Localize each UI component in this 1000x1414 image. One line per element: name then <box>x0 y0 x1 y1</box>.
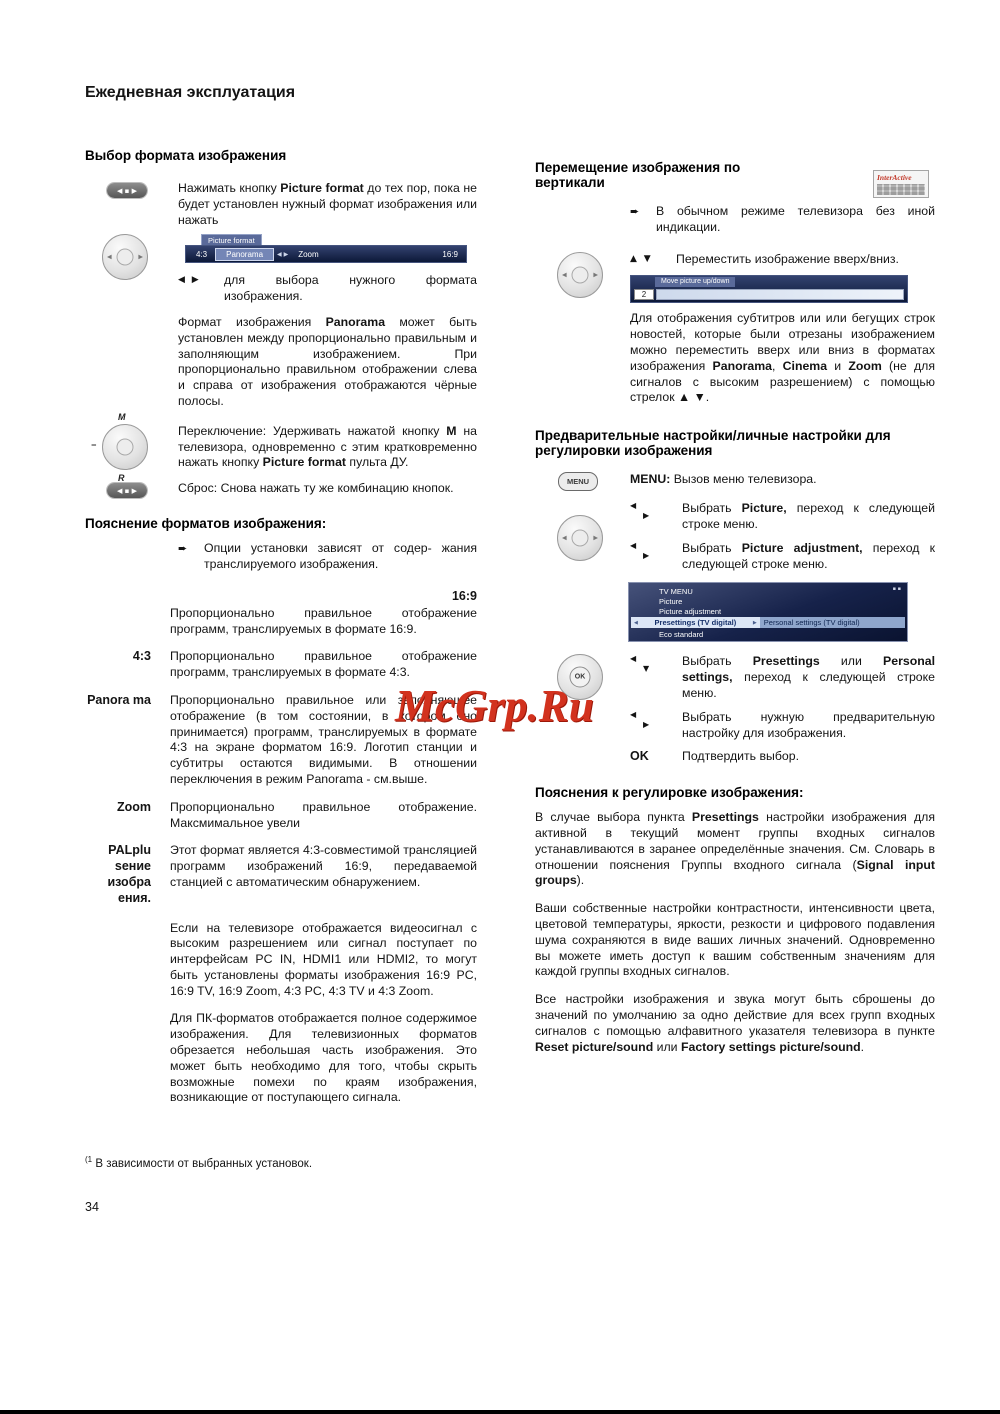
scan-edge <box>0 1410 1000 1414</box>
step-choose-text: Выбрать нужную предварительную настройку для изображения. <box>682 709 935 740</box>
select-line-text: для выбора нужного формата изображения. <box>224 273 477 304</box>
left-down-arrows-icon <box>630 654 682 674</box>
interactive-logo-text: InterActive <box>877 173 912 182</box>
tv-menu-row-picture: Picture <box>659 597 683 607</box>
left-right-arrows-icon <box>630 541 682 561</box>
right-arrow-icon: ▶ <box>593 534 598 542</box>
left-arrow-icon: ◀ <box>630 654 637 664</box>
step-confirm-text: Подтвердить выбор. <box>682 749 800 764</box>
icon-gutter <box>85 181 178 198</box>
ok-key-label: OK <box>570 667 591 688</box>
heading-presets: Предварительные настройки/личные настройки для регулировки изображения <box>535 428 891 459</box>
osd-chevrons-icon: ◀ ▶ <box>277 250 289 258</box>
icon-gutter <box>535 252 630 298</box>
interactive-logo <box>873 170 929 198</box>
osd-row <box>85 234 477 305</box>
options-note-text: Опции установки зависят от содер- жания транслируемого изображения. <box>204 541 477 571</box>
down-arrow-icon: ▼ <box>643 664 650 674</box>
osd-format-bar <box>185 245 467 263</box>
osd-value-row <box>634 289 904 300</box>
tv-menu-eco-standard: Eco standard <box>659 630 704 640</box>
osd-item-panorama-selected: Panorama <box>215 248 274 261</box>
subtitles-note: Для отображения субтитров или или бегущих строк новостей, которые были отрезаны изображением можно переместить вверх или вниз в форматах изображения Panorama, Cinema и Zoom (не для сигналов с высоким разрешением) с помощью стрелок ▲ ▼. <box>630 311 935 405</box>
step-presettings-text: Выбрать Presettings или Personal settings, переход к следующей строке меню. <box>682 654 935 700</box>
osd-top-bar <box>631 276 907 288</box>
icon-gutter <box>85 411 178 483</box>
left-arrow-icon: ◀ <box>107 253 112 261</box>
press-instruction-row <box>85 181 477 228</box>
format-text: Пропорционально правильное отображение. Максмимальное увели <box>170 799 477 830</box>
dpad-center <box>572 266 589 283</box>
pc-formats-note: Для ПК-форматов отображается полное содержимое изображения. Для телевизионных форматов обрезается небольшая часть изображения. Это может быть необходимо для того, чтобы скрыть возможные помехи по краям изображения, возникающие от поступающего сигнала. <box>170 1011 477 1105</box>
step-adjustment-row <box>630 541 935 573</box>
panorama-note: Формат изображения Panorama может быть установлен между пропорционально правильным и заполняющим изображением. При пропорционально правильном отображении слева и справа от изображения отображаются чёрные полосы. <box>178 314 477 408</box>
step-adjustment-text: Выбрать Picture adjustment, переход к следующей строке меню. <box>682 540 935 571</box>
footnote-marker: (1 <box>85 1155 93 1164</box>
select-line-row <box>178 273 477 305</box>
dpad-ring-icon <box>102 234 148 280</box>
up-down-arrows-icon: ▲ ▼ <box>630 253 653 264</box>
left-arrow-icon: ◀ <box>630 501 637 511</box>
heading-move-picture: Перемещение изображения по вертикали <box>535 160 741 190</box>
icon-gutter <box>535 472 630 491</box>
tv-menu-title: TV MENU <box>659 587 693 597</box>
icon-gutter <box>85 234 178 280</box>
right-arrow-icon: ▶ <box>593 271 598 279</box>
right-column <box>535 160 935 1055</box>
ok-word-label: OK <box>630 749 649 764</box>
icon-gutter <box>535 501 630 561</box>
picture-format-key-icon: ◀ ▪ ▶ <box>107 483 147 498</box>
reset-note-text: Сброс: Снова нажать ту же комбинацию кнопок. <box>178 481 454 496</box>
adjust-explain-p3: Все настройки изображения и звука могут быть сброшены до значений по умолчанию за одно действие для всех групп входных сигналов с помощью алфавитного указателя телевизора в пункте Reset picture/sound или Factory settings picture/sound. <box>535 992 935 1054</box>
r-key-label: R <box>118 472 125 483</box>
watermark: McGrp.Ru <box>395 681 594 731</box>
reset-note-row <box>85 481 477 498</box>
right-arrow-icon: ▶ <box>752 619 757 626</box>
move-picture-osd <box>630 275 908 303</box>
move-label-text: Переместить изображение вверх/вниз. <box>676 251 899 266</box>
left-arrow-icon: ◀ <box>562 534 567 542</box>
format-label: 4:3 <box>132 649 151 664</box>
format-item-palplus <box>85 843 477 906</box>
tv-menu-screenshot <box>628 582 908 642</box>
dpad-ring-icon <box>102 424 148 470</box>
tv-menu-dots-icon: ▪ ▪ <box>892 586 901 593</box>
left-arrow-icon: ◀ <box>630 709 637 719</box>
heading-adjust-explain: Пояснения к регулировке изображения: <box>535 785 804 801</box>
dpad-ring-icon <box>557 252 603 298</box>
hd-formats-note: Если на телевизоре отображается видеосигнал с высоким разрешением или сигнал поступает по интерфейсам PC IN, HDMI1 или HDMI2, то могут быть установлены форматы изображения 16:9 PC, 16:9 TV, 16:9 Zoom, 4:3 PC, 4:3 TV и 4:3 Zoom. <box>170 920 477 998</box>
step-presettings-row <box>630 654 935 701</box>
format-label: PALplu sение изобра ения. <box>107 843 151 905</box>
picture-format-osd <box>185 234 467 261</box>
normal-mode-row <box>630 204 935 236</box>
page-number: 34 <box>85 1200 99 1214</box>
format-text: Этот формат является 4:3-совместимой трансляцией программ изображений 16:9, передаваемой станцией с автоматическим обнаружением. <box>170 843 477 889</box>
format-item-4-3 <box>85 649 477 681</box>
footnote <box>85 1155 312 1170</box>
osd-item-16-9: 16:9 <box>442 249 458 259</box>
step-confirm-row <box>630 749 935 765</box>
dpad-center <box>572 530 589 547</box>
format-item-zoom <box>85 800 477 832</box>
left-arrow-icon: ◀ <box>562 271 567 279</box>
tv-menu-row-adjustment: Picture adjustment <box>659 607 722 617</box>
footnote-text: В зависимости от выбранных установок. <box>95 1157 313 1170</box>
osd-item-4-3: 4:3 <box>196 249 208 259</box>
right-arrow-icon: ▶ <box>643 550 650 560</box>
osd-tab-label: Picture format <box>201 234 262 247</box>
left-column <box>85 148 477 1106</box>
osd-slider-track <box>656 289 904 300</box>
menu-line-text: MENU: Вызов меню телевизора. <box>630 472 817 487</box>
osd-move-label: Move picture up/down <box>655 277 735 287</box>
interactive-logo-grid <box>877 184 925 195</box>
right-arrow-icon: ▶ <box>138 253 143 261</box>
menu-key-icon: MENU <box>558 472 598 491</box>
tv-menu-personal-settings: Personal settings (TV digital) <box>760 617 905 628</box>
steps-row <box>535 501 935 572</box>
format-text-16-9: Пропорционально правильное отображение программ, транслируемых в формате 16:9. <box>170 605 477 636</box>
switch-note-row <box>85 411 477 483</box>
icon-gutter <box>85 481 178 498</box>
left-right-arrows-icon <box>630 501 682 521</box>
picture-format-key-icon: ◀ ▪ ▶ <box>107 183 147 198</box>
format-label: Zoom <box>116 799 151 814</box>
adjust-explain-p2: Ваши собственные настройки контрастности, интенсивности цвета, цветовой температуры, яркости, резкости и цифрового подавления шума сохраняются в виде ваших личных значений. Одновременно вы можете иметь доступ к вашим собственным значениям для каждой группы входных сигналов. <box>535 901 935 979</box>
tv-menu-presettings <box>631 617 760 628</box>
format-label-16-9: 16:9 <box>451 588 477 603</box>
heading-format-explain: Пояснение форматов изображения: <box>85 516 327 532</box>
dpad-center <box>117 438 134 455</box>
tv-menu-selected-row <box>631 617 905 628</box>
page-title: Ежедневная эксплуатация <box>85 84 296 101</box>
step-choose-row <box>630 710 935 742</box>
heading-format-select: Выбор формата изображения <box>85 148 287 163</box>
options-note-row <box>178 541 477 573</box>
left-arrow-icon: ◀ <box>630 540 637 550</box>
format-label: Panora ma <box>87 692 151 707</box>
press-instruction-text: Нажимать кнопку Picture format до тех пор, пока не будет установлен нужный формат изображения или нажать <box>178 181 477 227</box>
format-text: Пропорционально правильное или заполняющее отображение (в том состоянии, в котором оно принимается) программ, транслируемых в формате 4:3 на экране форматом 16:9. Логотип станции и субтитры остаются видимыми. В отношении переключения в режим Panorama - см.выше. <box>170 692 477 786</box>
left-arrow-icon: ◀ <box>634 619 638 626</box>
right-arrow-icon: ▶ <box>643 719 650 729</box>
menu-row <box>535 472 935 491</box>
adjust-explain-p1: В случае выбора пункта Presettings настройки изображения для активной в текущий момент группы входных сигналов устанавливаются в заранее определённые значения. См. Словарь в отношении пояснения Группы входного сигнала (Signal input groups). <box>535 810 935 888</box>
dpad-center <box>117 249 134 266</box>
m-key-label: M <box>118 411 126 422</box>
left-right-arrows-icon <box>630 710 682 730</box>
minus-key-label: − <box>91 439 97 450</box>
pointer-arrow-icon: ➨ <box>630 205 640 218</box>
move-row <box>535 252 935 304</box>
right-arrow-icon: ▶ <box>643 511 650 521</box>
ok-steps-row <box>535 654 935 765</box>
dpad-ring-icon <box>557 515 603 561</box>
left-right-arrows-icon: ◀ ▶ <box>178 275 201 286</box>
osd-move-value: 2 <box>634 289 654 300</box>
move-label-row <box>630 252 935 268</box>
osd-item-zoom: Zoom <box>298 249 319 259</box>
m-key-ring-icon <box>91 411 178 483</box>
tv-menu-presettings-label: Presettings (TV digital) <box>654 618 737 628</box>
step-picture-row <box>630 501 935 533</box>
normal-mode-text: В обычном режиме телевизора без иной индикации. <box>656 204 935 234</box>
format-text: Пропорционально правильное отображение программ, транслируемых в формате 4:3. <box>170 649 477 680</box>
switch-note-text: Переключение: Удерживать нажатой кнопку M на телевизора, одновременно с этим кратковременно нажать кнопку Picture format пульта ДУ. <box>178 423 477 470</box>
step-picture-text: Выбрать Picture, переход к следующей строке меню. <box>682 501 935 531</box>
pointer-arrow-icon: ➨ <box>178 542 188 556</box>
